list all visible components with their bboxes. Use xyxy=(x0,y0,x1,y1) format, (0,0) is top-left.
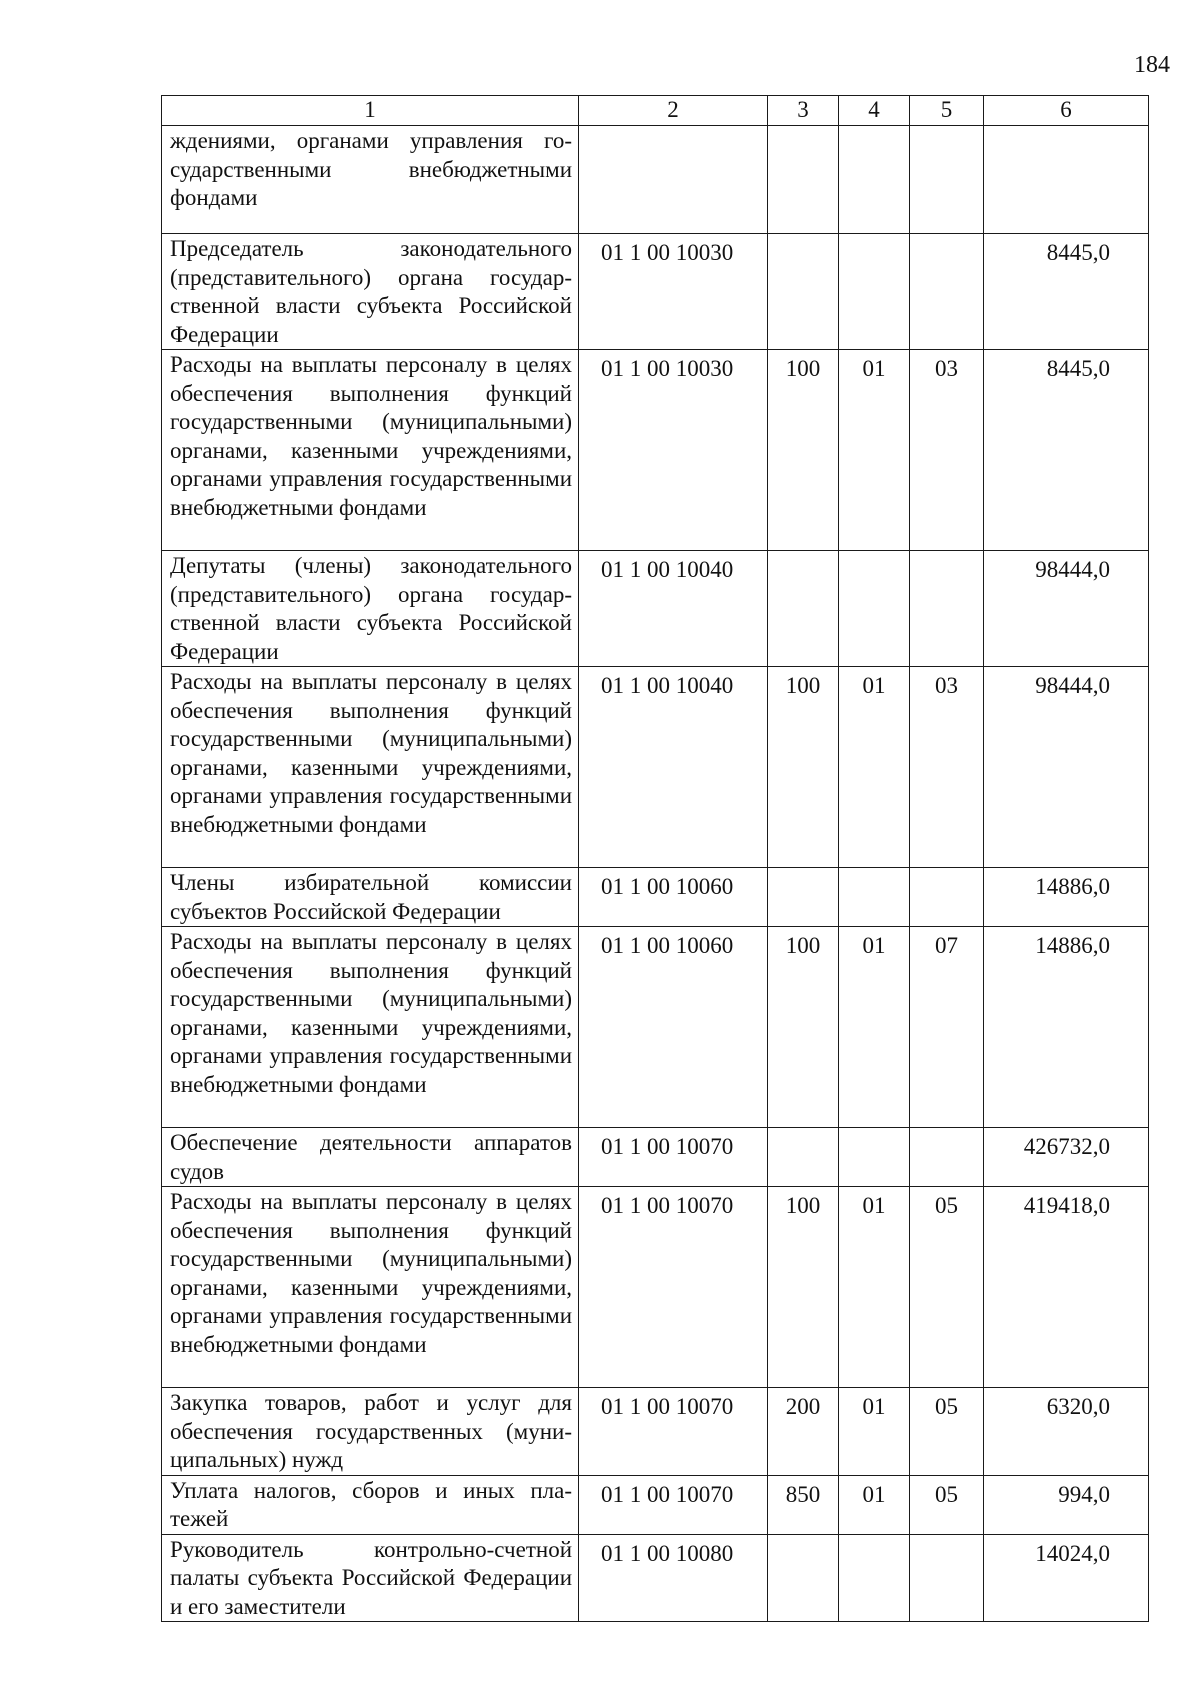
table-row xyxy=(162,868,1149,927)
row-name: ждениями, органами управления государственными внебюджетными фондами xyxy=(162,126,579,234)
row-subsection: 03 xyxy=(910,350,984,551)
table-row xyxy=(162,1475,1149,1534)
table-row xyxy=(162,927,1149,1128)
header-cell-4: 4 xyxy=(839,96,910,126)
header-cell-6: 6 xyxy=(984,96,1149,126)
row-amount: 6320,0 xyxy=(984,1388,1149,1476)
row-expense-type xyxy=(768,1128,839,1187)
row-expense-type xyxy=(768,868,839,927)
row-expense-type xyxy=(768,551,839,667)
row-section: 01 xyxy=(839,927,910,1128)
row-amount: 994,0 xyxy=(984,1475,1149,1534)
row-amount: 14886,0 xyxy=(984,927,1149,1128)
table-row xyxy=(162,126,1149,234)
row-name: Закупка товаров, работ и услуг для обеспечения государственных (муниципальных) нужд xyxy=(162,1388,579,1476)
row-target-code: 01 1 00 10040 xyxy=(579,551,768,667)
row-target-code: 01 1 00 10060 xyxy=(579,868,768,927)
table-row xyxy=(162,1534,1149,1622)
row-section: 01 xyxy=(839,1475,910,1534)
row-name: Руководитель контрольно-счетной палаты субъекта Российской Федерации и его заместители xyxy=(162,1534,579,1622)
table-body xyxy=(162,126,1149,1622)
row-section: 01 xyxy=(839,1187,910,1388)
row-expense-type xyxy=(768,126,839,234)
row-section xyxy=(839,234,910,350)
row-expense-type xyxy=(768,234,839,350)
row-target-code: 01 1 00 10070 xyxy=(579,1128,768,1187)
row-amount: 8445,0 xyxy=(984,350,1149,551)
row-name: Расходы на выплаты персоналу в целях обеспечения выполнения функций государственными (муниципальными) органами, казенными учреждениями, органами управления государственными внебюджетными фондами xyxy=(162,350,579,551)
row-amount: 14024,0 xyxy=(984,1534,1149,1622)
row-section xyxy=(839,868,910,927)
table-row xyxy=(162,667,1149,868)
row-expense-type: 100 xyxy=(768,667,839,868)
row-subsection: 03 xyxy=(910,667,984,868)
row-name: Расходы на выплаты персоналу в целях обеспечения выполнения функций государственными (муниципальными) органами, казенными учреждениями, органами управления государственными внебюджетными фондами xyxy=(162,927,579,1128)
row-section xyxy=(839,1128,910,1187)
row-section: 01 xyxy=(839,350,910,551)
row-amount: 426732,0 xyxy=(984,1128,1149,1187)
row-expense-type: 100 xyxy=(768,350,839,551)
row-target-code: 01 1 00 10060 xyxy=(579,927,768,1128)
table-row xyxy=(162,551,1149,667)
row-section xyxy=(839,126,910,234)
row-section xyxy=(839,551,910,667)
row-subsection: 05 xyxy=(910,1475,984,1534)
row-name: Депутаты (члены) законодательного (представительного) органа государственной власти субъекта Российской Федерации xyxy=(162,551,579,667)
row-amount: 14886,0 xyxy=(984,868,1149,927)
row-expense-type xyxy=(768,1534,839,1622)
table-row xyxy=(162,1388,1149,1476)
row-expense-type: 200 xyxy=(768,1388,839,1476)
row-section xyxy=(839,1534,910,1622)
row-target-code: 01 1 00 10070 xyxy=(579,1388,768,1476)
row-target-code xyxy=(579,126,768,234)
row-name: Обеспечение деятельности аппаратов судов xyxy=(162,1128,579,1187)
table-row xyxy=(162,234,1149,350)
table-row xyxy=(162,1128,1149,1187)
row-subsection xyxy=(910,1534,984,1622)
row-amount xyxy=(984,126,1149,234)
row-subsection: 05 xyxy=(910,1388,984,1476)
row-subsection xyxy=(910,1128,984,1187)
row-amount: 8445,0 xyxy=(984,234,1149,350)
row-subsection xyxy=(910,234,984,350)
row-target-code: 01 1 00 10070 xyxy=(579,1187,768,1388)
row-target-code: 01 1 00 10080 xyxy=(579,1534,768,1622)
table-header xyxy=(162,96,1149,126)
row-name: Расходы на выплаты персоналу в целях обеспечения выполнения функций государственными (муниципальными) органами, казенными учреждениями, органами управления государственными внебюджетными фондами xyxy=(162,667,579,868)
row-target-code: 01 1 00 10040 xyxy=(579,667,768,868)
table-row xyxy=(162,350,1149,551)
row-name: Председатель законодательного (представительного) органа государственной власти субъекта Российской Федерации xyxy=(162,234,579,350)
header-cell-5: 5 xyxy=(910,96,984,126)
row-amount: 419418,0 xyxy=(984,1187,1149,1388)
row-amount: 98444,0 xyxy=(984,551,1149,667)
row-subsection xyxy=(910,551,984,667)
row-target-code: 01 1 00 10030 xyxy=(579,234,768,350)
budget-table xyxy=(161,95,1149,1622)
row-amount: 98444,0 xyxy=(984,667,1149,868)
header-cell-3: 3 xyxy=(768,96,839,126)
table-row xyxy=(162,1187,1149,1388)
page-number: 184 xyxy=(1134,52,1170,78)
row-subsection xyxy=(910,126,984,234)
row-expense-type: 100 xyxy=(768,1187,839,1388)
row-section: 01 xyxy=(839,667,910,868)
row-section: 01 xyxy=(839,1388,910,1476)
row-expense-type: 850 xyxy=(768,1475,839,1534)
row-target-code: 01 1 00 10030 xyxy=(579,350,768,551)
header-row xyxy=(162,96,1149,126)
header-cell-2: 2 xyxy=(579,96,768,126)
row-subsection: 05 xyxy=(910,1187,984,1388)
header-cell-1: 1 xyxy=(162,96,579,126)
row-name: Уплата налогов, сборов и иных платежей xyxy=(162,1475,579,1534)
row-name: Расходы на выплаты персоналу в целях обеспечения выполнения функций государственными (муниципальными) органами, казенными учреждениями, органами управления государственными внебюджетными фондами xyxy=(162,1187,579,1388)
row-name: Члены избирательной комиссии субъектов Российской Федерации xyxy=(162,868,579,927)
row-subsection: 07 xyxy=(910,927,984,1128)
row-subsection xyxy=(910,868,984,927)
row-expense-type: 100 xyxy=(768,927,839,1128)
row-target-code: 01 1 00 10070 xyxy=(579,1475,768,1534)
